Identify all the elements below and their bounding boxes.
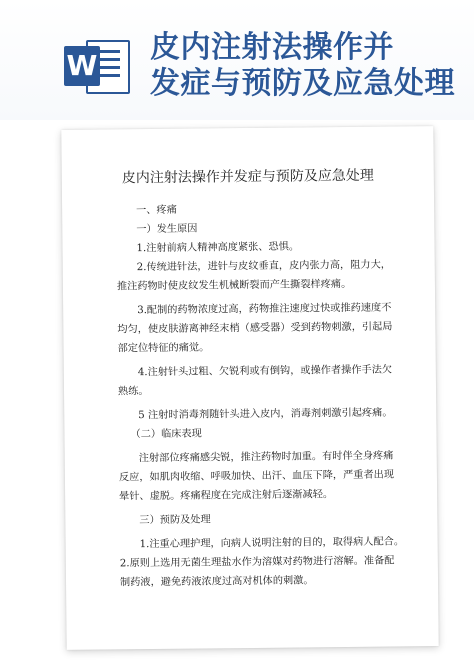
body-line: 均匀，使皮肤游离神经末梢（感受器）受到药物刺激，引起局 (117, 321, 393, 336)
word-document-icon (64, 38, 128, 92)
section-heading: 一、疼痛 (136, 204, 177, 217)
body-line: 3.配制的药物浓度过高，药物推注速度过快或推药速度不 (137, 302, 392, 317)
body-line: 1.注射前病人精神高度紧张、恐惧。 (136, 241, 300, 255)
subsection-heading: 三）预防及处理 (139, 514, 211, 527)
body-line: 2.传统进针法，进针与皮纹垂直，皮内张力高，阻力大， (136, 259, 391, 274)
body-line: 推注药物时使皮纹发生机械断裂而产生撕裂样疼痛。 (116, 278, 352, 293)
body-line: 熟练。 (117, 386, 149, 398)
body-line: 5 注射时消毒剂随针头进入皮内，消毒剂刺激引起疼痛。 (138, 407, 393, 422)
body-line: 晕针、虚脱。疼痛程度在完成注射后逐渐减轻。 (119, 489, 334, 503)
document-page (61, 126, 438, 650)
subsection-heading: （二）临床表现 (130, 428, 202, 441)
body-line: 反应，如肌肉收缩、呼吸加快、出汗、血压下降，严重者出现 (118, 469, 395, 484)
page-header (0, 0, 474, 120)
body-line: 制药液，避免药液浓度过高对机体的刺激。 (119, 575, 314, 589)
body-line: 部定位特征的痛觉。 (117, 342, 210, 355)
document-title: 皮内注射法操作并发症与预防及应急处理 (121, 167, 374, 187)
word-logo-letter: W (64, 46, 100, 86)
body-line: 4.注射针头过粗、欠锐利或有倒钩，或操作者操作手法欠 (137, 364, 393, 379)
body-line: 1.注重心理护理，向病人说明注射的目的，取得病人配合。 (139, 536, 405, 551)
body-line: 注射部位疼痛感尖锐，推注药物时加重。有时伴全身疼痛 (138, 450, 394, 465)
body-line: 2.原则上选用无菌生理盐水作为溶媒对药物进行溶解。准备配 (119, 555, 395, 570)
subsection-heading: 一）发生原因 (136, 223, 198, 236)
document-body (116, 198, 420, 592)
page-title-line-1: 皮内注射法操作并 (150, 30, 394, 65)
page-title-line-2: 发症与预防及应急处理 (150, 66, 455, 101)
page-title (150, 30, 470, 102)
